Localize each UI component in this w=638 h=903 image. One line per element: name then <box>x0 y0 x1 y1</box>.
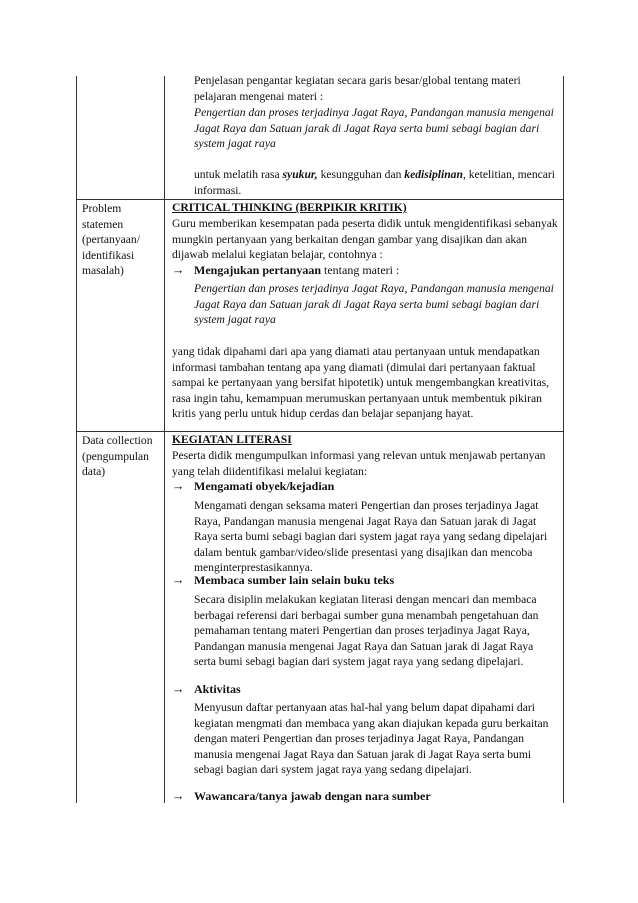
row2-closing: yang tidak dipahami dari apa yang diamati atau pertanyaan untuk mendapatkan informasi tambahan tentang apa yang diamati (dimulai dari pertanyaan faktual sampai ke pertanyaan yang bersifat hipotetik) untuk mengembangkan kreativitas, rasa ingin tahu, kemampuan merumuskan pertanyaan untuk membentuk pikiran kritis yang perlu untuk hidup cerdas dan belajar sepanjang hayat. <box>172 345 549 420</box>
row2-intro: Guru memberikan kesempatan pada peserta didik untuk mengidentifikasi sebanyak mungkin pertanyaan yang berkaitan dengan gambar yang disajikan dan akan dijawab melalui kegiatan belajar, contohnya : <box>172 217 558 261</box>
arrow-icon: → <box>172 789 185 803</box>
item4-title: Wawancara/tanya jawab dengan nara sumber <box>194 789 431 803</box>
row2-heading: CRITICAL THINKING (BERPIKIR KRITIK) <box>172 201 407 214</box>
arrow-icon: → <box>172 479 185 493</box>
item2-title: Membaca sumber lain selain buku teks <box>194 573 395 587</box>
row3-heading: KEGIATAN LITERASI <box>172 433 292 446</box>
item3-body: Menyusun daftar pertanyaan atas hal-hal yang belum dapat dipahami dari kegiatan mengmati dan membaca yang akan diajukan kepada guru berkaitan dengan materi Pengertian dan proses terjadinya Jagat Raya, Pandangan manusia mengenai Jagat Raya dan Satuan jarak di Jagat Raya serta bumi sebagi bagian dari system jagat raya yang sedang dipelajari. <box>194 701 549 776</box>
row3-intro: Peserta didik mengumpulkan informasi yang relevan untuk menjawab pertanyan yang telah diidentifikasi melalui kegiatan: <box>172 449 546 478</box>
row1-values <box>194 167 558 198</box>
values-disiplin: kedisiplinan <box>404 168 463 181</box>
table-left-border <box>76 76 77 803</box>
arrow-icon: → <box>172 263 185 277</box>
row2-label: Problem statemen (pertanyaan/ identifikasi masalah) <box>82 202 140 277</box>
row1-intro: Penjelasan pengantar kegiatan secara garis besar/global tentang materi pelajaran mengenai materi : <box>194 74 521 103</box>
table-right-border <box>563 76 564 803</box>
lesson-table <box>76 76 564 803</box>
values-post: , ketelitian, mencari informasi. <box>194 168 556 197</box>
item3-title: Aktivitas <box>194 682 241 696</box>
row2-topic: Pengertian dan proses terjadinya Jagat Raya, Pandangan manusia mengenai Jagat Raya dan Satuan jarak di Jagat Raya serta bumi sebagi bagian dari system jagat raya <box>194 282 554 326</box>
table-column-divider <box>164 76 165 803</box>
item2-body: Secara disiplin melakukan kegiatan literasi dengan mencari dan membaca berbagai referensi dari berbagai sumber guna menambah pengetahuan dan pemahaman tentang materi Pengertian dan proses terjadinya Jagat Raya, Pandangan manusia mengenai Jagat Raya dan Satuan jarak di Jagat Raya serta bumi sebagi bagian dari system jagat raya yang sedang dipelajari. <box>194 593 539 668</box>
values-pre: untuk melatih rasa <box>194 168 283 181</box>
arrow-icon: → <box>172 682 185 696</box>
values-syukur: syukur, <box>282 168 318 181</box>
item1-title: Mengamati obyek/kejadian <box>194 479 335 493</box>
arrow-icon: → <box>172 573 185 587</box>
row3-label: Data collection (pengumpulan data) <box>82 434 153 478</box>
values-mid: kesungguhan dan <box>317 168 405 181</box>
row1-topic: Pengertian dan proses terjadinya Jagat Raya, Pandangan manusia mengenai Jagat Raya dan Satuan jarak di Jagat Raya serta bumi sebagi bagian dari system jagat raya <box>194 106 554 150</box>
row2-item-bold: Mengajukan pertanyaan <box>194 263 322 277</box>
row2-item-rest: tentang materi : <box>321 263 400 277</box>
row2-item <box>194 263 558 279</box>
item1-body: Mengamati dengan seksama materi Pengertian dan proses terjadinya Jagat Raya, Pandangan manusia mengenai Jagat Raya dan Satuan jarak di Jagat Raya serta bumi sebagi bagian dari system jagat raya yang sedang dipelajari dalam bentuk gambar/video/slide presentasi yang disajikan dan mencoba menginterprestasikannya. <box>194 499 548 574</box>
